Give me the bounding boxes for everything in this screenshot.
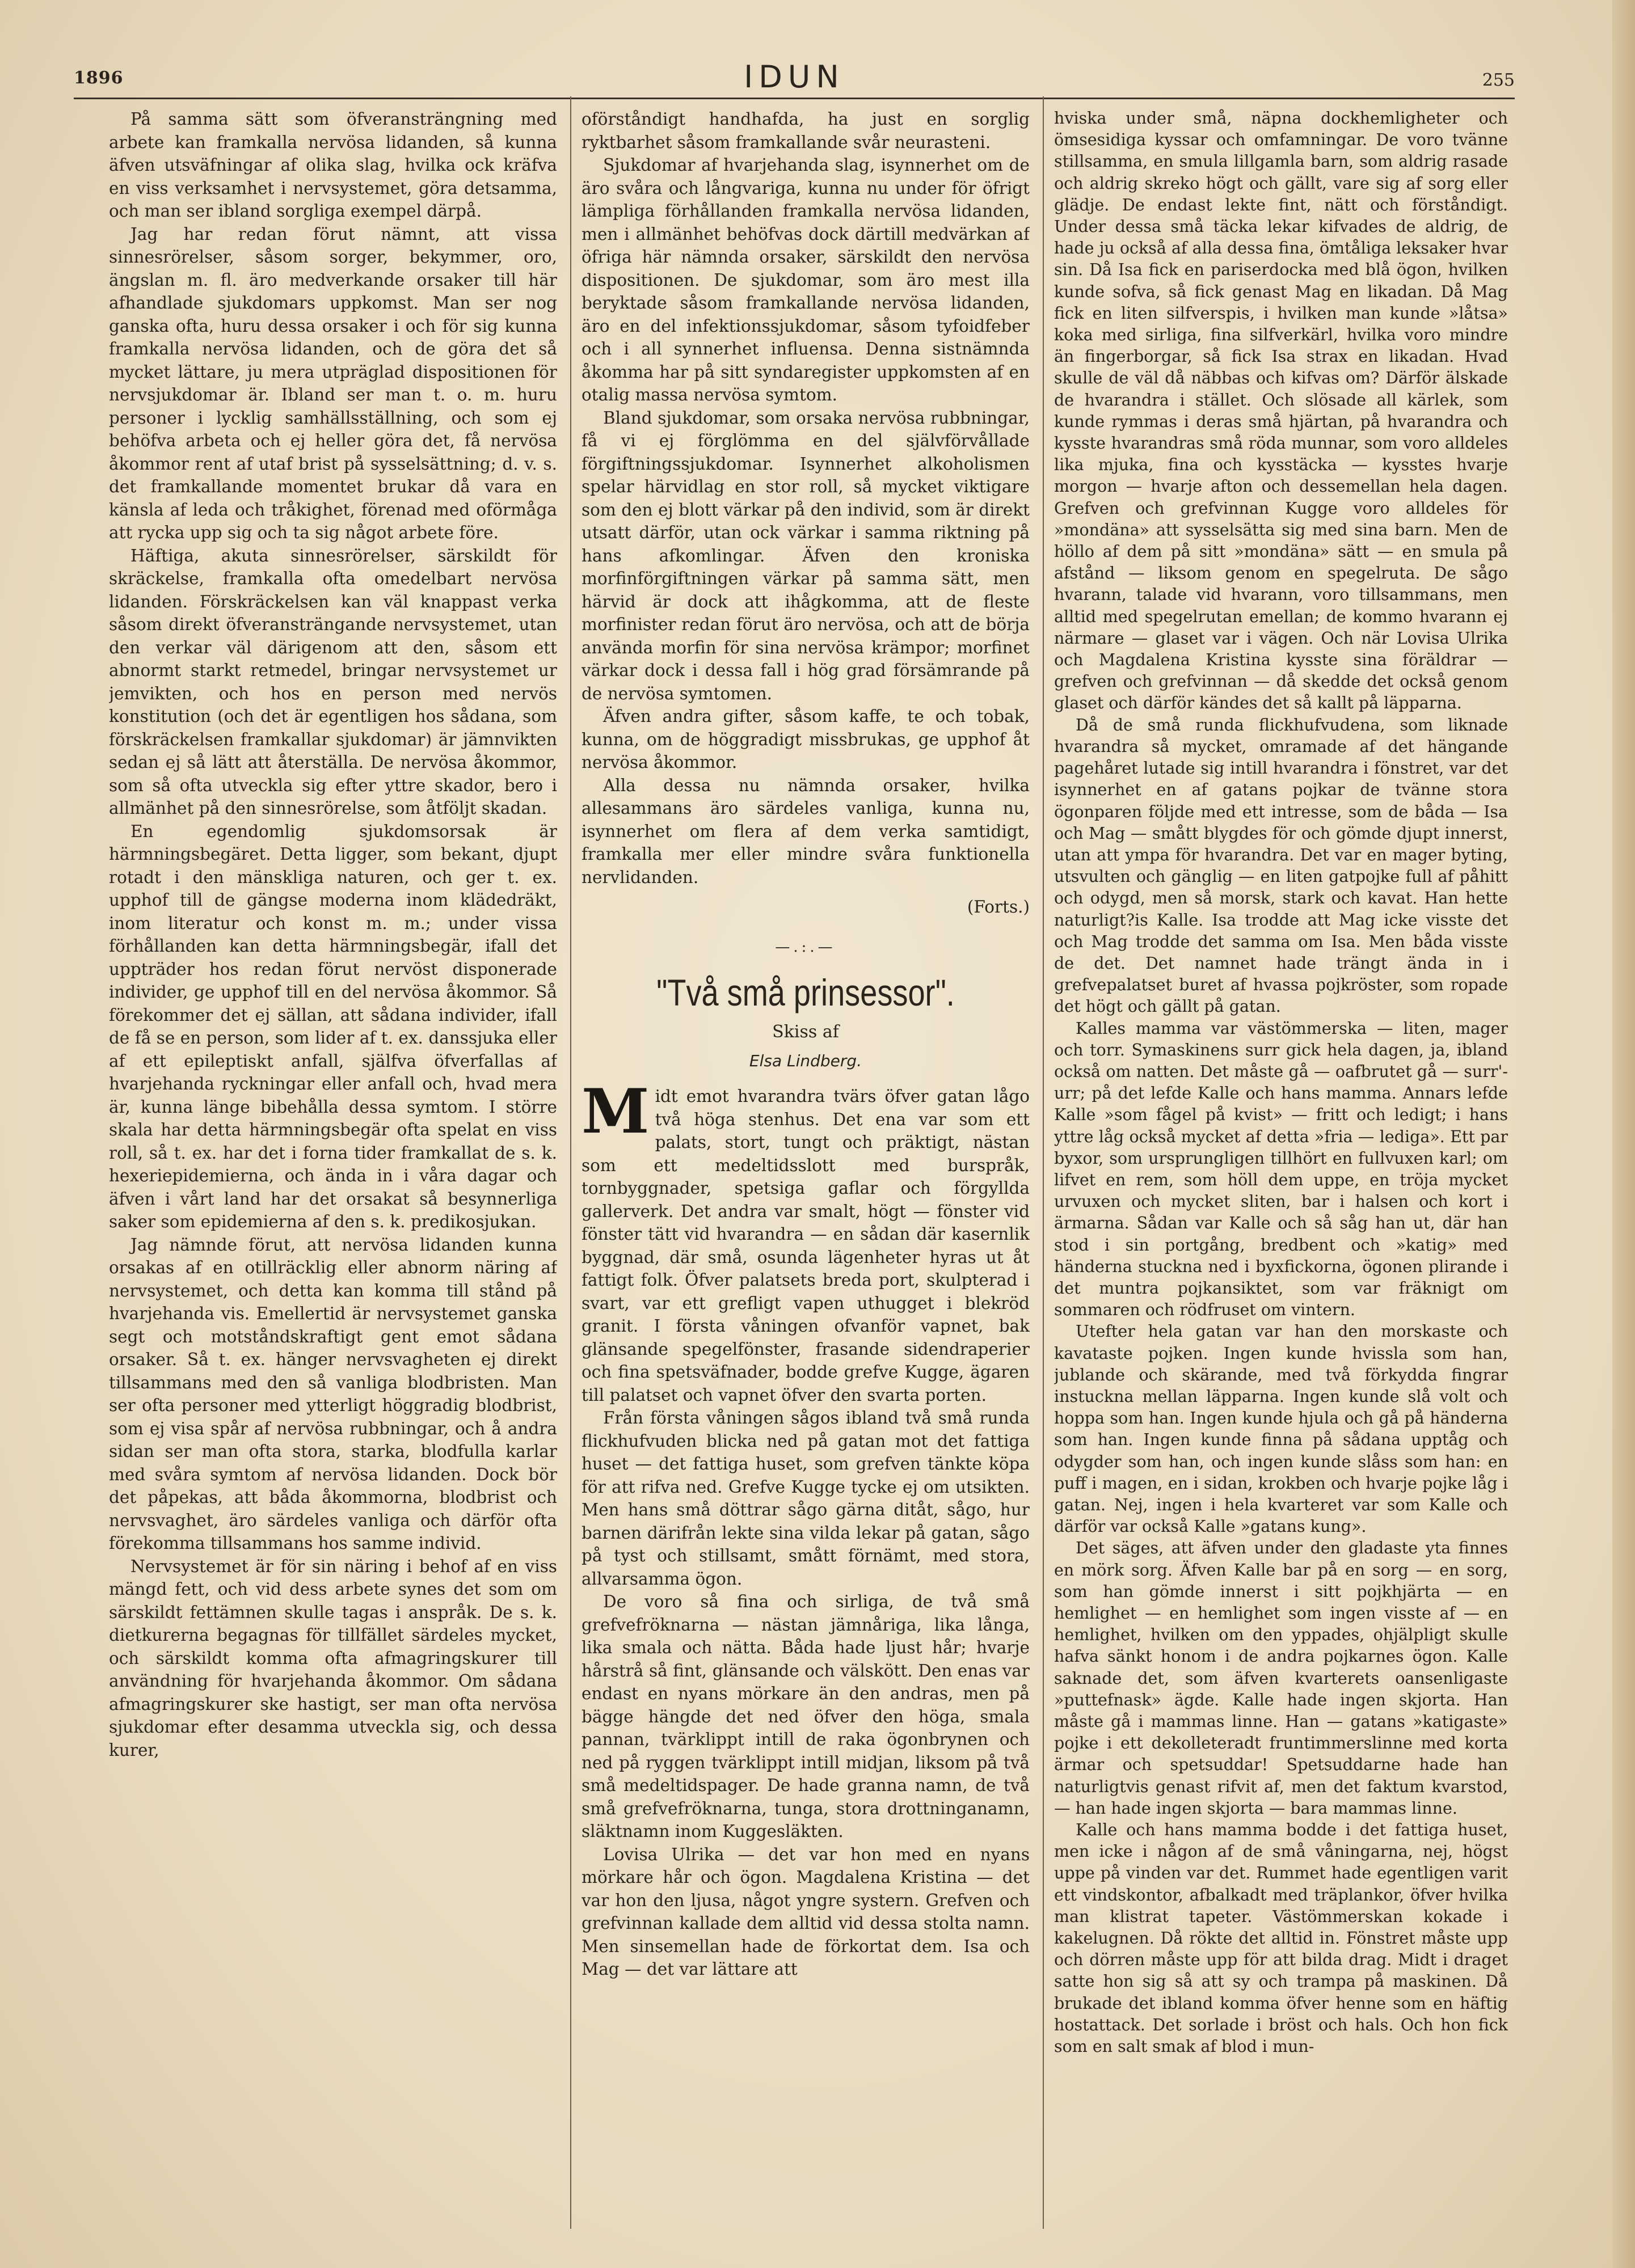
paragraph: Alla dessa nu nämnda orsaker, hvilka allesammans äro särdeles vanliga, kunna nu, isynnerhet om flera af dem verka samtidigt, framkalla mer eller mindre svåra funktionella nervlidanden. — [581, 775, 1030, 887]
paragraph: oförståndigt handhafda, ha just en sorglig ryktbarhet såsom framkallande svår neurasteni. — [581, 109, 1030, 152]
header-year: 1896 — [74, 68, 124, 88]
paragraph: Kalles mamma var västömmerska — liten, mager och torr. Symaskinens surr gick hela dagen, ja, ibland också om natten. Det måste gå — oafbrutet gå — surr'-urr; på det lefde Kalle och hans mamma. Annars lefde Kalle »som fågel på kvist» — fritt och ledigt; i hans yttre låg också mycket af detta »fria — lediga». Ett par byxor, som ursprungligen tillhört en fullvuxen karl; om lifvet en rem, som höll dem uppe, en tröja mycket urvuxen och mycket sliten, bar i halsen och kort i ärmarna. Sådan var Kalle och så såg han ut, där han stod i sin portgång, bredbent och »katig» med händerna stuckna ned i byxfickorna, ögonen plirande i det muntra pojkansiktet, som var fräknigt om sommaren och rödfruset om vintern. — [1054, 1019, 1508, 1320]
paragraph: Nervsystemet är för sin näring i behof af en viss mängd fett, och vid dess arbete synes det som om särskildt fettämnen skulle tagas i anspråk. De s. k. dietkurerna begagnas för tillfället särdeles mycket, och särskildt komma ofta afmagringskurer till användning för hvarjehanda åkommor. Om sådana afmagringskurer ske hastigt, ser man ofta nervösa sjukdomar efter desamma utveckla sig, och dessa kurer, — [109, 1556, 557, 1760]
story-title: "Två små prinsessor". — [656, 972, 955, 1013]
paragraph: Sjukdomar af hvarjehanda slag, isynnerhet om de äro svåra och långvariga, kunna nu under för öfrigt lämpliga förhållanden framkalla nervösa lidanden, men i allmänhet behöfvas dock därtill medvärkan af öfriga här nämnda orsaker, särskildt den nervösa dispositionen. De sjukdomar, som äro mest illa beryktade såsom framkallande nervösa lidanden, äro en del infektionssjukdomar, såsom tyfoidfeber och i all synnerhet influensa. Denna sistnämnda åkomma har på sitt syndaregister uppkomsten af en otalig massa nervösa symtom. — [581, 155, 1030, 404]
column-divider — [570, 96, 571, 2229]
header-rule — [74, 98, 1515, 99]
paragraph: En egendomlig sjukdomsorsak är härmningsbegäret. Detta ligger, som bekant, djupt rotadt i den mänskliga naturen, och ger t. ex. upphof till de gängse moderna inom klädedräkt, inom literatur och konst m. m.; under vissa förhållanden kan detta härmningsbegär, ifall det uppträder hos redan förut nervöst disponerade individer, ge upphof till en del nervösa åkommor. Så förekommer det ej sällan, att sådana individer, ifall de få se en person, som lider af t. ex. danssjuka eller af ett epileptiskt anfall, själfva öfverfallas af hvarjehanda ryckningar eller anfall och, hvad mera är, kunna länge bibehålla dessa symtom. I större skala har detta härmningsbegär ofta spelat en viss roll, så t. ex. har det i forna tider framkallat de s. k. hexeriepidemierna, och ända in i våra dagar och äfven i vårt land har det orsakat så besynnerliga saker som epidemierna af den s. k. predikosjukan. — [109, 821, 557, 1231]
header-page-number: 255 — [1482, 70, 1515, 90]
story-author: Elsa Lindberg. — [749, 1051, 862, 1070]
section-divider: —.:.— — [775, 938, 836, 956]
paragraph: På samma sätt som öfveransträngning med arbete kan framkalla nervösa lidanden, så kunna äfven utsväfningar af olika slag, hvilka ock kräfva en viss verksamhet i nervsystemet, göra detsamma, och man ser ibland sorgliga exempel därpå. — [109, 109, 557, 221]
column-divider — [1043, 96, 1044, 2229]
page-edge — [1612, 0, 1635, 2268]
column-1 — [109, 108, 557, 2218]
paragraph: Kalle och hans mamma bodde i det fattiga huset, men icke i någon af de små våningarna, nej, högst uppe på vinden var det. Rummet hade egentligen varit ett vindskontor, afbalkadt med träplankor, öfver hvilka man klistrat tapeter. Västömmerskan kokade i kakelugnen. Då rökte det alltid in. Fönstret måste upp och dörren måste upp för att bilda drag. Midt i draget satte hon sig så att sy och trampa på maskinen. Då brukade det ibland komma öfver henne som en häftig hostattack. Det sorlade i bröst och hals. Och hon fick som en salt smak af blod i mun- — [1054, 1821, 1508, 2056]
column-3 — [1054, 108, 1508, 2218]
continued-note: (Forts.) — [967, 897, 1030, 917]
drop-cap: M — [581, 1076, 650, 1147]
paragraph: hviska under små, näpna dockhemligheter och ömsesidiga kyssar och omfamningar. De voro tvänne stillsamma, en smula lillgamla barn, som aldrig rasade och aldrig skreko högt och gällt, vare sig af sorg eller glädje. De endast lekte fint, nätt och förståndigt. Under dessa små täcka lekar kifvades de aldrig, de hade ju också af alla dessa fina, ömtåliga leksaker hvar sin. Då Isa fick en pariserdocka med blå ögon, hvilken kunde sofva, så fick genast Mag en likadan. Då Mag fick en liten silfverspis, i hvilken man kunde »låtsa» koka med sirliga, fina silfverkärl, hvilka voro mindre än fingerborgar, så fick Isa strax en likadan. Hvad skulle de väl då näbbas och kifvas om? Därför älskade de hvarandra i stället. Och slösade all kärlek, som kunde rymmas i deras små hjärtan, på hvarandra och kysste hvarandras små röda munnar, som voro alldeles lika mjuka, fina och kysstäcka — kysstes hvarje morgon — hvarje afton och dessemellan hela dagen. Grefven och grefvinnan Kugge voro alldeles för »mondäna» att sysselsätta sig med sina barn. Men de höllo af dem på sitt »mondäna» sätt — en smula på afstånd — liksom genom en spegelruta. De sågo hvarann, talade vid hvarann, voro tillsammans, men alltid med spegelrutan emellan; de kommo hvarann ej närmare — glaset var i vägen. Och när Lovisa Ulrika och Magdalena Kristina kysste sina föräldrar — grefven och grefvinnan — då skedde det också genom glaset och därför kändes det så kallt på läpparna. — [1054, 109, 1508, 713]
paragraph: Bland sjukdomar, som orsaka nervösa rubbningar, få vi ej förglömma en del självförvållade förgiftningssjukdomar. Isynnerhet alkoholismen spelar härvidlag en stor roll, så mycket viktigare som den ej blott värkar på den individ, som är direkt utsatt därför, utan ock värkar i samma riktning på hans afkomlingar. Äfven den kroniska morfinförgiftningen värkar på samma sätt, men härvid är dock att ihågkomma, att de fleste morfinister redan förut äro nervösa, och att de börja använda morfin för sina nervösa krämpor; morfinet värkar dock i dessa fall i hög grad försämrande på de nervösa symtomen. — [581, 408, 1030, 703]
paragraph: Från första våningen sågos ibland två små runda flickhufvuden blicka ned på gatan mot det fattiga huset — det fattiga huset, som grefven tänkte köpa för att rifva ned. Grefve Kugge tycke ej om utsikten. Men hans små döttrar sågo gärna ditåt, sågo, hur barnen därifrån lekte sina vilda lekar på gatan, sågo på tyst och stillsamt, smått förnämt, med stora, allvarsamma ögon. — [581, 1408, 1030, 1589]
page-header — [74, 59, 1515, 102]
paragraph: Häftiga, akuta sinnesrörelser, särskildt för skräckelse, framkalla ofta omedelbart nervösa lidanden. Förskräckelsen kan väl knappast verka såsom direkt öfveransträngande nervsystemet, utan den verkar väl därigenom att den, såsom ett abnormt starkt retmedel, bringar nervsystemet ur jemvikten, och hos en person med nervös konstitution (och det är egentligen hos sådana, som förskräckelsen framkallar sjukdomar) är jämnvikten sedan ej så lätt att återställa. De nervösa åkommor, som så ofta utveckla sig efter yttre skador, bero i allmänhet på den sinnesrörelse, som åtföljt skadan. — [109, 546, 557, 818]
paragraph: De voro så fina och sirliga, de två små grefvefröknarna — nästan jämnåriga, lika långa, lika smala och nätta. Båda hade ljust hår; hvarje hårstrå så fint, glänsande och välskött. Den enas var endast en nyans mörkare än den andras, men på bägge hängde det ned öfver den höga, smala pannan, tvärklippt intill de raka ögonbrynen och ned på ryggen tvärklippt intill midjan, liksom på två små medeltidspager. De hade granna namn, de två små grefvefröknarna, tunga, stora drottninganamn, släktnamn inom Kuggesläkten. — [581, 1592, 1030, 1841]
column-2 — [581, 108, 1030, 2218]
story-opening-text: idt emot hvarandra tvärs öfver gatan lågo två höga stenhus. Det ena var som ett palats, stort, tungt och präktigt, nästan som ett medeltidsslott med burspråk, tornbyggnader, spetsiga gaflar och förgyllda gallerverk. Det andra var smalt, högt — fönster vid fönster tätt vid hvarandra — en sådan där kasernlik byggnad, där små, osunda lägenheter hyras ut åt fattigt folk. Öfver palatsets breda port, skulpterad i svart, var ett grefligt vapen uthugget i blekröd granit. I första våningen ofvanför vapnet, bak glänsande spegelfönster, frasande sidendraperier och fina spetsväfnader, bodde grefve Kugge, ägaren till palatset och vapnet öfver den svarta porten. — [581, 1087, 1030, 1405]
paragraph: Jag nämnde förut, att nervösa lidanden kunna orsakas af en otillräcklig eller abnorm näring af nervsystemet, och detta kan komma till stånd på hvarjehanda vis. Emellertid är nervsystemet ganska segt och motståndskraftigt gent emot sådana orsaker. Så t. ex. hänger nervsvagheten ej direkt tillsammans med den så vanliga blodbristen. Man ser ofta personer med ytterligt höggradig blodbrist, som ej visa spår af nervösa rubbningar, och å andra sidan ser man ofta stora, starka, blodfulla karlar med svåra symtom af nervösa lidanden. Dock bör det påpekas, att båda åkommorna, blodbrist och nervsvaghet, äro särdeles vanliga och därför ofta förekomma tillsammans hos samme individ. — [109, 1235, 557, 1553]
story-opening-paragraph — [581, 1076, 1030, 1407]
paragraph: Utefter hela gatan var han den morskaste och kavataste pojken. Ingen kunde hvissla som han, jublande och skärande, med två förkydda fingrar instuckna mellan läpparna. Ingen kunde slå volt och hoppa som han. Ingen kunde hjula och gå på händerna som han. Ingen kunde finna på sådana upptåg och odygder som han, och ingen kunde slåss som han: en puff i magen, en i sidan, krokben och hvarje pojke låg i gatan. Nej, ingen i hela kvarteret var som Kalle och därför var också Kalle »gatans kung». — [1054, 1322, 1508, 1536]
paragraph: Då de små runda flickhufvudena, som liknade hvarandra så mycket, omramade af det hängande pagehåret lutade sig intill hvarandra i fönstret, var det isynnerhet en af gatans pojkar de tvänne stora ögonparen följde med ett intresse, som de båda — Isa och Mag — smått blygdes för och gömde djupt innerst, utan att ympa för hvarandra. Det var en mager byting, utsvulten och gänglig — en liten gatpojke full af påhitt och odygd, men så morsk, stark och kavat. Han hette naturligt?is Kalle. Isa trodde att Mag icke visste det och Mag trodde det samma om Isa. Men båda visste de det. Det namnet hade trängt ända in i grefvepalatset buret af hvassa pojkröster, som ropade det högt och gällt på gatan. — [1054, 715, 1508, 1016]
header-title: IDUN — [744, 59, 845, 95]
paragraph: Jag har redan förut nämnt, att vissa sinnesrörelser, såsom sorger, bekymmer, oro, ängslan m. fl. äro medverkande orsaker till här afhandlade sjukdomars uppkomst. Man ser nog ganska ofta, huru dessa orsaker i och för sig kunna framkalla nervösa lidanden, och de göra det så mycket lättare, ju mera utpräglad dispositionen för nervsjukdomar är. Ibland ser man t. o. m. huru personer i lycklig samhällsställning, och som ej behöfva arbeta och ej heller göra det, få nervösa åkommor rent af utaf brist på sysselsättning; d. v. s. det framkallande momentet brukar då vara en känsla af leda och tråkighet, förenad med oförmåga att rycka upp sig och ta sig något arbete före. — [109, 224, 557, 542]
paragraph: Äfven andra gifter, såsom kaffe, te och tobak, kunna, om de höggradigt missbrukas, ge upphof åt nervösa åkommor. — [581, 707, 1030, 772]
paragraph: Det säges, att äfven under den gladaste yta finnes en mörk sorg. Äfven Kalle bar på en sorg — en sorg, som han gömde innerst i sitt pojkhjärta — en hemlighet — en hemlighet som ingen visste af — en hemlighet, hvilken om den yppades, ohjälpligt skulle hafva sänkt honom i de andra pojkarnes ögon. Kalle saknade det, som äfven kvarterets oansenligaste »puttefnask» ägde. Kalle hade ingen skjorta. Han måste gå i mammas linne. Han — gatans »katigaste» pojke i ett dekolleteradt fruntimmerslinne med korta ärmar och spetsuddar! Spetsuddarne hade han naturligtvis genast rifvit af, men det faktum kvarstod, — han hade ingen skjorta — bara mammas linne. — [1054, 1539, 1508, 1818]
paragraph: Lovisa Ulrika — det var hon med en nyans mörkare hår och ögon. Magdalena Kristina — det var hon den ljusa, något yngre systern. Grefven och grefvinnan kallade dem alltid vid dessa stolta namn. Men sinsemellan hade de förkortat dem. Isa och Mag — det var lättare att — [581, 1844, 1030, 1979]
story-subtitle: Skiss af — [772, 1022, 839, 1042]
